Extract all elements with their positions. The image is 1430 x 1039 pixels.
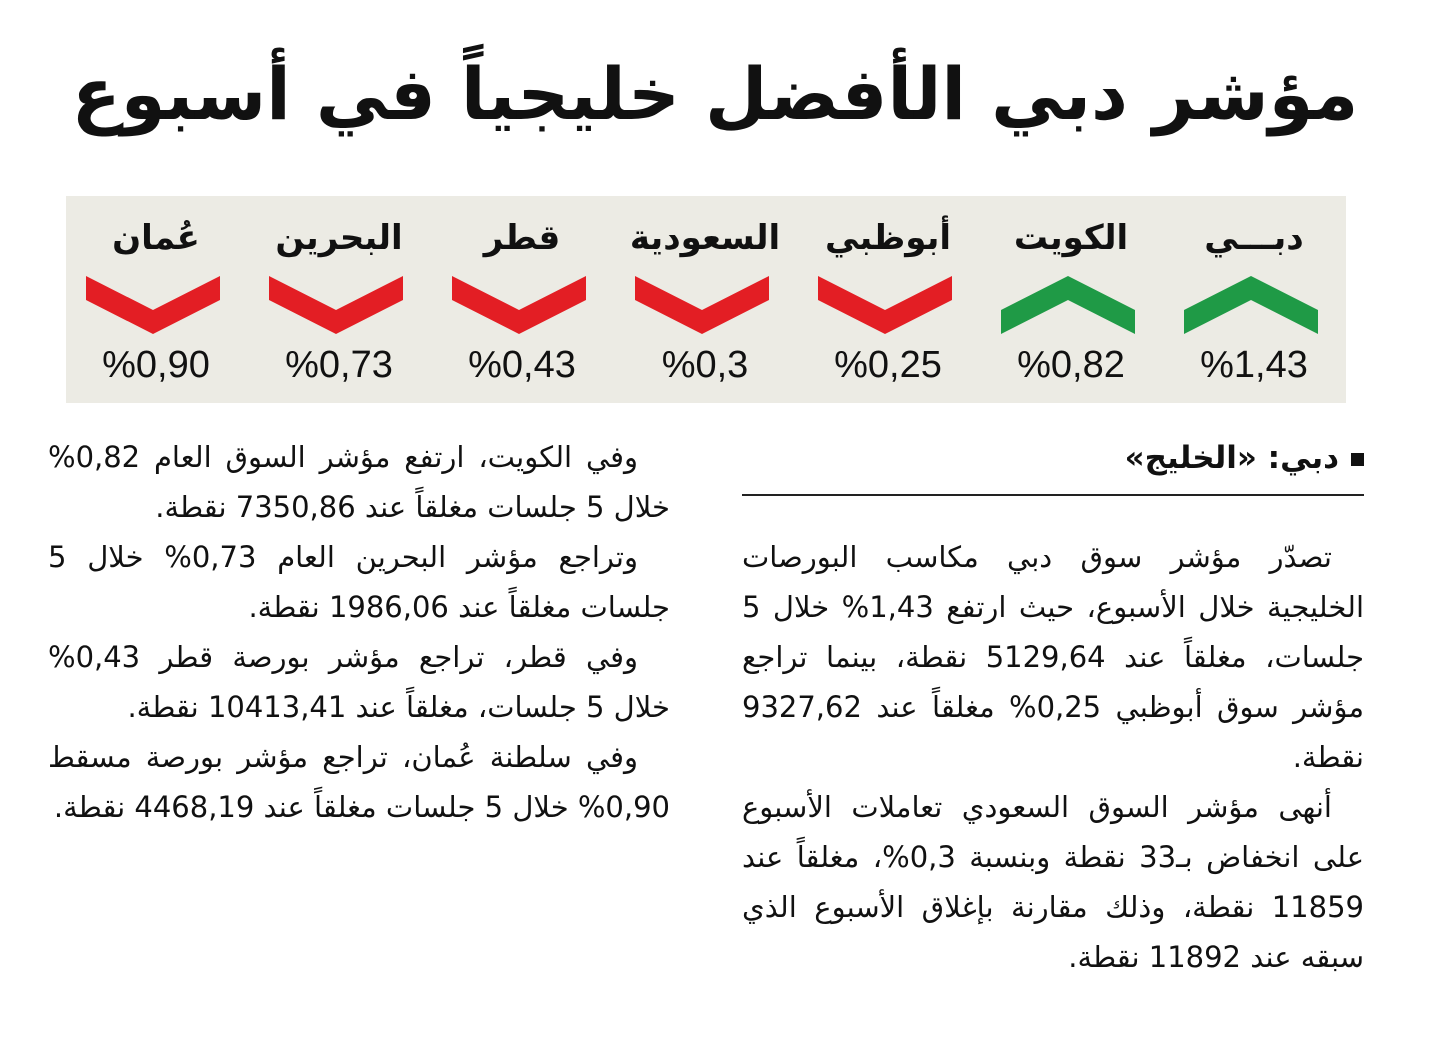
markets-strip [66,196,1346,403]
paragraph: تصدّر مؤشر سوق دبي مكاسب البورصات الخليجية خلال الأسبوع، حيث ارتفع 1,43% خلال 5 جلسات، مغلقاً عند 5129,64 نقطة، بينما تراجع مؤشر سوق أبوظبي 0,25% مغلقاً عند 9327,62 نقطة. [742,540,1365,774]
market-change: %0,82 [1017,344,1125,386]
arrow-down-icon [635,276,769,334]
market-saudi [613,196,797,403]
paragraph: وتراجع مؤشر البحرين العام 0,73% خلال 5 جلسات مغلقاً عند 1986,06 نقطة. [48,540,670,624]
market-name: قطر [483,218,561,258]
headline: مؤشر دبي الأفضل خليجياً في أسبوع [71,52,1359,136]
market-oman [64,196,248,403]
arrow-up-icon [1184,276,1318,334]
arrow-down-icon [452,276,586,334]
arrow-down-icon [86,276,220,334]
article-column-left [48,432,670,832]
market-change: %0,90 [102,344,210,386]
market-name: السعودية [629,218,781,258]
market-name: أبوظبي [824,218,952,258]
market-change: %0,25 [834,344,942,386]
market-abudhabi [796,196,980,403]
market-name: دبـــي [1204,218,1304,258]
market-name: عُمان [112,218,200,258]
paragraph: وفي الكويت، ارتفع مؤشر السوق العام 0,82% خلال 5 جلسات مغلقاً عند 7350,86 نقطة. [48,440,670,524]
divider [742,494,1364,496]
market-name: البحرين [275,218,403,258]
arrow-down-icon [818,276,952,334]
paragraph: وفي سلطنة عُمان، تراجع مؤشر بورصة مسقط 0,90% خلال 5 جلسات مغلقاً عند 4468,19 نقطة. [48,740,670,824]
market-change: %0,43 [468,344,576,386]
arrow-up-icon [1001,276,1135,334]
market-kuwait [979,196,1163,403]
market-dubai [1162,196,1346,403]
arrow-down-icon [269,276,403,334]
byline-text: دبي: «الخليج» [1124,440,1339,476]
market-bahrain [247,196,431,403]
byline [742,440,1364,476]
market-change: %0,73 [285,344,393,386]
bullet-square-icon [1351,453,1364,466]
market-qatar [430,196,614,403]
market-name: الكويت [1013,218,1129,258]
paragraph: وفي قطر، تراجع مؤشر بورصة قطر 0,43% خلال 5 جلسات، مغلقاً عند 10413,41 نقطة. [48,640,670,724]
market-change: %1,43 [1200,344,1308,386]
paragraph: أنهى مؤشر السوق السعودي تعاملات الأسبوع على انخفاض بـ33 نقطة وبنسبة 0,3%، مغلقاً عند 11859 نقطة، وذلك مقارنة بإغلاق الأسبوع الذي سبقه عند 11892 نقطة. [742,790,1364,974]
market-change: %0,3 [661,344,749,386]
article-column-right [742,532,1364,982]
